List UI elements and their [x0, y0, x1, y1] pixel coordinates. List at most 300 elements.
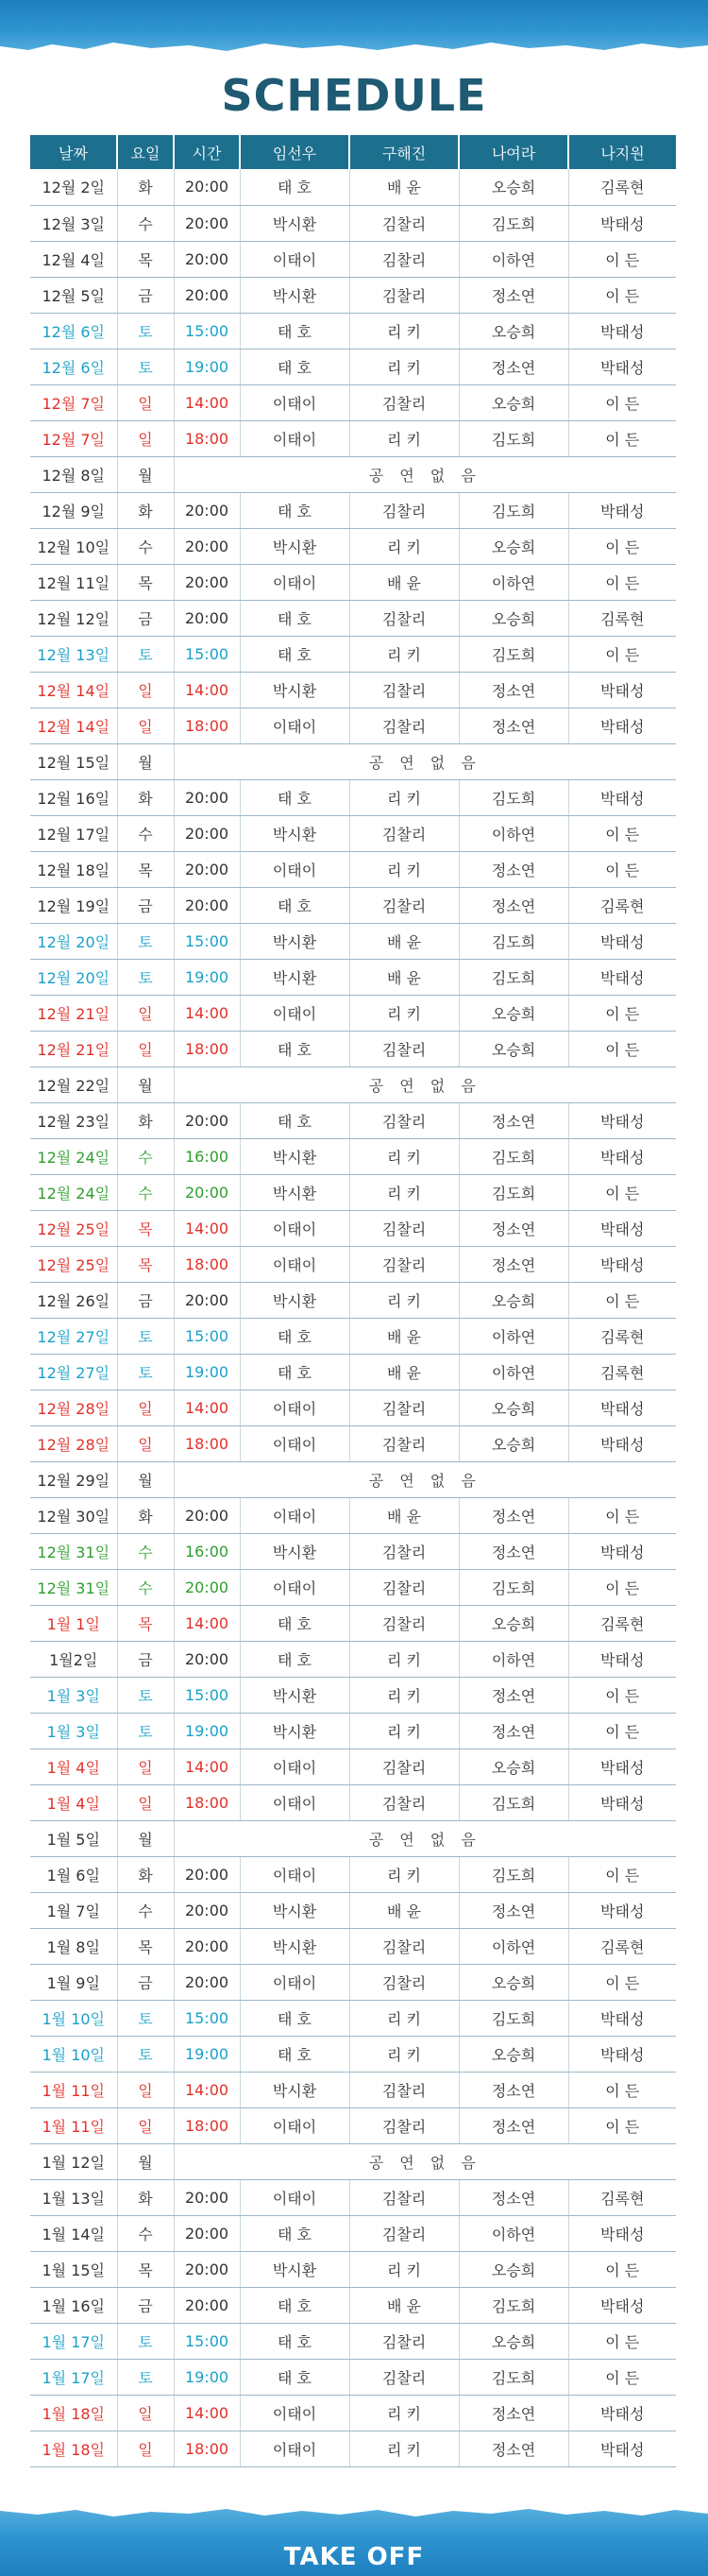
cast-cell-role-2: 김찰리	[349, 1425, 459, 1461]
time-cell: 20:00	[174, 2215, 240, 2251]
day-cell: 일	[117, 2107, 174, 2143]
cast-cell-role-3: 김도희	[459, 923, 568, 959]
cast-cell-role-4: 이 든	[568, 2359, 676, 2395]
time-cell: 20:00	[174, 1856, 240, 1892]
cast-cell-role-3: 이하연	[459, 1928, 568, 1964]
no-show-row	[30, 1461, 676, 1497]
day-cell: 토	[117, 2000, 174, 2036]
cast-cell-role-1: 태 호	[240, 1031, 349, 1066]
date-cell: 1월 11일	[30, 2107, 117, 2143]
no-show-cell: 공 연 없 음	[174, 1066, 676, 1102]
cast-cell-role-1: 태 호	[240, 1354, 349, 1390]
day-cell: 목	[117, 2251, 174, 2287]
table-row	[30, 2000, 676, 2036]
cast-cell-role-3: 오승희	[459, 169, 568, 205]
table-row	[30, 2107, 676, 2143]
cast-cell-role-4: 박태성	[568, 672, 676, 708]
cast-cell-role-3: 오승희	[459, 600, 568, 636]
cast-cell-role-2: 배 윤	[349, 169, 459, 205]
day-cell: 일	[117, 384, 174, 420]
date-cell: 12월 3일	[30, 205, 117, 241]
cast-cell-role-1: 태 호	[240, 492, 349, 528]
cast-cell-role-2: 리 키	[349, 779, 459, 815]
cast-cell-role-3: 김도희	[459, 2287, 568, 2323]
day-cell: 일	[117, 1031, 174, 1066]
cast-cell-role-1: 박시환	[240, 1282, 349, 1318]
cast-cell-role-2: 리 키	[349, 1138, 459, 1174]
cast-cell-role-1: 박시환	[240, 2072, 349, 2107]
cast-cell-role-3: 정소연	[459, 2395, 568, 2431]
cast-cell-role-2: 김찰리	[349, 1210, 459, 1246]
cast-cell-role-4: 이 든	[568, 277, 676, 313]
table-row	[30, 1856, 676, 1892]
cast-cell-role-3: 이하연	[459, 241, 568, 277]
date-cell: 12월 7일	[30, 384, 117, 420]
table-row	[30, 1928, 676, 1964]
column-header-role-3: 나여라	[459, 135, 568, 169]
cast-cell-role-2: 김찰리	[349, 815, 459, 851]
cast-cell-role-1: 박시환	[240, 672, 349, 708]
cast-cell-role-3: 이하연	[459, 1354, 568, 1390]
time-cell: 20:00	[174, 564, 240, 600]
torn-edge-top	[0, 37, 708, 57]
cast-cell-role-3: 김도희	[459, 959, 568, 995]
date-cell: 12월 17일	[30, 815, 117, 851]
cast-cell-role-2: 배 윤	[349, 564, 459, 600]
cast-cell-role-3: 김도희	[459, 1856, 568, 1892]
cast-cell-role-4: 이 든	[568, 1497, 676, 1533]
time-cell: 18:00	[174, 708, 240, 743]
table-row	[30, 959, 676, 995]
cast-cell-role-1: 이태이	[240, 708, 349, 743]
time-cell: 18:00	[174, 1784, 240, 1820]
date-cell: 12월 29일	[30, 1461, 117, 1497]
table-row	[30, 851, 676, 887]
time-cell: 20:00	[174, 1174, 240, 1210]
cast-cell-role-3: 정소연	[459, 1713, 568, 1749]
table-row	[30, 1784, 676, 1820]
cast-cell-role-4: 이 든	[568, 995, 676, 1031]
day-cell: 목	[117, 1928, 174, 1964]
date-cell: 12월 31일	[30, 1569, 117, 1605]
table-row	[30, 1892, 676, 1928]
cast-cell-role-2: 리 키	[349, 2000, 459, 2036]
table-row	[30, 2072, 676, 2107]
date-cell: 12월 18일	[30, 851, 117, 887]
cast-cell-role-3: 정소연	[459, 887, 568, 923]
table-row	[30, 2251, 676, 2287]
table-row	[30, 1210, 676, 1246]
cast-cell-role-3: 김도희	[459, 1174, 568, 1210]
cast-cell-role-3: 정소연	[459, 1246, 568, 1282]
cast-cell-role-1: 태 호	[240, 2215, 349, 2251]
date-cell: 1월 7일	[30, 1892, 117, 1928]
cast-cell-role-2: 김찰리	[349, 241, 459, 277]
time-cell: 19:00	[174, 2036, 240, 2072]
cast-cell-role-2: 배 윤	[349, 1318, 459, 1354]
date-cell: 12월 14일	[30, 672, 117, 708]
time-cell: 15:00	[174, 2000, 240, 2036]
date-cell: 1월 9일	[30, 1964, 117, 2000]
cast-cell-role-2: 배 윤	[349, 959, 459, 995]
date-cell: 1월 15일	[30, 2251, 117, 2287]
day-cell: 수	[117, 2215, 174, 2251]
cast-cell-role-4: 이 든	[568, 815, 676, 851]
cast-cell-role-3: 오승희	[459, 1390, 568, 1425]
cast-cell-role-3: 오승희	[459, 2251, 568, 2287]
time-cell: 14:00	[174, 2072, 240, 2107]
cast-cell-role-3: 오승희	[459, 528, 568, 564]
day-cell: 화	[117, 1102, 174, 1138]
date-cell: 1월 13일	[30, 2179, 117, 2215]
table-row	[30, 1713, 676, 1749]
cast-cell-role-1: 이태이	[240, 1784, 349, 1820]
day-cell: 목	[117, 1246, 174, 1282]
cast-cell-role-1: 이태이	[240, 241, 349, 277]
time-cell: 20:00	[174, 2251, 240, 2287]
cast-cell-role-3: 오승희	[459, 1605, 568, 1641]
day-cell: 수	[117, 205, 174, 241]
day-cell: 목	[117, 1210, 174, 1246]
day-cell: 수	[117, 528, 174, 564]
cast-cell-role-2: 김찰리	[349, 1102, 459, 1138]
cast-cell-role-4: 김록현	[568, 1928, 676, 1964]
cast-cell-role-1: 이태이	[240, 1497, 349, 1533]
cast-cell-role-3: 오승희	[459, 1425, 568, 1461]
date-cell: 12월 26일	[30, 1282, 117, 1318]
cast-cell-role-2: 김찰리	[349, 672, 459, 708]
day-cell: 화	[117, 2179, 174, 2215]
cast-cell-role-3: 김도희	[459, 205, 568, 241]
date-cell: 1월 17일	[30, 2323, 117, 2359]
no-show-row	[30, 743, 676, 779]
date-cell: 12월 6일	[30, 349, 117, 384]
day-cell: 토	[117, 313, 174, 349]
cast-cell-role-3: 정소연	[459, 2179, 568, 2215]
cast-cell-role-2: 리 키	[349, 2431, 459, 2466]
cast-cell-role-1: 박시환	[240, 2251, 349, 2287]
day-cell: 월	[117, 1066, 174, 1102]
date-cell: 12월 6일	[30, 313, 117, 349]
day-cell: 월	[117, 1820, 174, 1856]
cast-cell-role-1: 이태이	[240, 1749, 349, 1784]
date-cell: 12월 30일	[30, 1497, 117, 1533]
cast-cell-role-3: 오승희	[459, 1031, 568, 1066]
column-header-time: 시간	[174, 135, 240, 169]
no-show-cell: 공 연 없 음	[174, 1820, 676, 1856]
date-cell: 1월 18일	[30, 2431, 117, 2466]
cast-cell-role-4: 박태성	[568, 1425, 676, 1461]
date-cell: 12월 24일	[30, 1174, 117, 1210]
day-cell: 토	[117, 636, 174, 672]
day-cell: 금	[117, 2287, 174, 2323]
cast-cell-role-2: 배 윤	[349, 2287, 459, 2323]
table-row	[30, 564, 676, 600]
cast-cell-role-4: 박태성	[568, 1749, 676, 1784]
cast-cell-role-2: 김찰리	[349, 1533, 459, 1569]
cast-cell-role-3: 김도희	[459, 779, 568, 815]
date-cell: 1월 1일	[30, 1605, 117, 1641]
cast-cell-role-3: 정소연	[459, 349, 568, 384]
cast-cell-role-3: 김도희	[459, 636, 568, 672]
cast-cell-role-2: 리 키	[349, 2395, 459, 2431]
cast-cell-role-2: 김찰리	[349, 600, 459, 636]
table-row	[30, 2359, 676, 2395]
cast-cell-role-2: 리 키	[349, 420, 459, 456]
cast-cell-role-3: 김도희	[459, 1138, 568, 1174]
cast-cell-role-4: 박태성	[568, 2000, 676, 2036]
table-row	[30, 2036, 676, 2072]
table-row	[30, 672, 676, 708]
cast-cell-role-2: 리 키	[349, 528, 459, 564]
day-cell: 수	[117, 1533, 174, 1569]
table-row	[30, 349, 676, 384]
no-show-row	[30, 456, 676, 492]
date-cell: 1월 8일	[30, 1928, 117, 1964]
day-cell: 목	[117, 564, 174, 600]
cast-cell-role-1: 태 호	[240, 313, 349, 349]
cast-cell-role-1: 박시환	[240, 1174, 349, 1210]
day-cell: 토	[117, 1713, 174, 1749]
cast-cell-role-1: 태 호	[240, 2036, 349, 2072]
day-cell: 목	[117, 851, 174, 887]
cast-cell-role-4: 박태성	[568, 1533, 676, 1569]
time-cell: 16:00	[174, 1533, 240, 1569]
column-header-role-1: 임선우	[240, 135, 349, 169]
day-cell: 수	[117, 1569, 174, 1605]
date-cell: 1월 17일	[30, 2359, 117, 2395]
day-cell: 토	[117, 1677, 174, 1713]
cast-cell-role-2: 김찰리	[349, 205, 459, 241]
table-row	[30, 708, 676, 743]
cast-cell-role-1: 이태이	[240, 1246, 349, 1282]
date-cell: 1월 4일	[30, 1784, 117, 1820]
time-cell: 18:00	[174, 1031, 240, 1066]
time-cell: 20:00	[174, 1641, 240, 1677]
date-cell: 12월 21일	[30, 995, 117, 1031]
cast-cell-role-2: 김찰리	[349, 887, 459, 923]
table-row	[30, 2395, 676, 2431]
day-cell: 일	[117, 1784, 174, 1820]
table-row	[30, 995, 676, 1031]
time-cell: 20:00	[174, 600, 240, 636]
cast-cell-role-2: 김찰리	[349, 384, 459, 420]
day-cell: 목	[117, 1605, 174, 1641]
column-header-role-4: 나지원	[568, 135, 676, 169]
cast-cell-role-2: 김찰리	[349, 1964, 459, 2000]
cast-cell-role-4: 이 든	[568, 384, 676, 420]
time-cell: 19:00	[174, 2359, 240, 2395]
cast-cell-role-3: 오승희	[459, 1964, 568, 2000]
cast-cell-role-4: 김록현	[568, 600, 676, 636]
cast-cell-role-1: 태 호	[240, 600, 349, 636]
day-cell: 화	[117, 779, 174, 815]
cast-cell-role-1: 이태이	[240, 2431, 349, 2466]
table-row	[30, 1749, 676, 1784]
day-cell: 토	[117, 2359, 174, 2395]
day-cell: 수	[117, 815, 174, 851]
cast-cell-role-2: 배 윤	[349, 1354, 459, 1390]
cast-cell-role-2: 김찰리	[349, 1749, 459, 1784]
cast-cell-role-1: 태 호	[240, 2000, 349, 2036]
time-cell: 15:00	[174, 923, 240, 959]
time-cell: 20:00	[174, 1497, 240, 1533]
date-cell: 12월 28일	[30, 1425, 117, 1461]
day-cell: 목	[117, 241, 174, 277]
cast-cell-role-2: 김찰리	[349, 1246, 459, 1282]
table-row	[30, 1138, 676, 1174]
cast-cell-role-4: 박태성	[568, 779, 676, 815]
day-cell: 금	[117, 887, 174, 923]
day-cell: 토	[117, 959, 174, 995]
day-cell: 일	[117, 2431, 174, 2466]
cast-cell-role-1: 태 호	[240, 169, 349, 205]
cast-cell-role-2: 리 키	[349, 1641, 459, 1677]
day-cell: 금	[117, 1282, 174, 1318]
cast-cell-role-1: 이태이	[240, 1210, 349, 1246]
time-cell: 15:00	[174, 313, 240, 349]
time-cell: 18:00	[174, 420, 240, 456]
cast-cell-role-4: 박태성	[568, 349, 676, 384]
cast-cell-role-4: 이 든	[568, 1713, 676, 1749]
time-cell: 20:00	[174, 779, 240, 815]
cast-cell-role-4: 박태성	[568, 923, 676, 959]
table-row	[30, 169, 676, 205]
date-cell: 12월 28일	[30, 1390, 117, 1425]
column-header-day: 요일	[117, 135, 174, 169]
cast-cell-role-2: 김찰리	[349, 2323, 459, 2359]
cast-cell-role-2: 김찰리	[349, 277, 459, 313]
cast-cell-role-3: 정소연	[459, 277, 568, 313]
cast-cell-role-4: 이 든	[568, 636, 676, 672]
table-row	[30, 2215, 676, 2251]
cast-cell-role-2: 리 키	[349, 1713, 459, 1749]
cast-cell-role-3: 정소연	[459, 2072, 568, 2107]
cast-cell-role-1: 박시환	[240, 1533, 349, 1569]
time-cell: 20:00	[174, 851, 240, 887]
cast-cell-role-4: 이 든	[568, 851, 676, 887]
table-row	[30, 492, 676, 528]
cast-cell-role-4: 박태성	[568, 1246, 676, 1282]
top-banner	[0, 0, 708, 57]
day-cell: 일	[117, 1390, 174, 1425]
cast-cell-role-1: 태 호	[240, 2359, 349, 2395]
date-cell: 12월 16일	[30, 779, 117, 815]
date-cell: 1월 3일	[30, 1713, 117, 1749]
cast-cell-role-4: 김록현	[568, 2179, 676, 2215]
cast-cell-role-2: 김찰리	[349, 1605, 459, 1641]
no-show-cell: 공 연 없 음	[174, 456, 676, 492]
cast-cell-role-1: 박시환	[240, 815, 349, 851]
no-show-row	[30, 2143, 676, 2179]
cast-cell-role-4: 박태성	[568, 2215, 676, 2251]
time-cell: 20:00	[174, 1964, 240, 2000]
cast-cell-role-1: 이태이	[240, 995, 349, 1031]
day-cell: 금	[117, 600, 174, 636]
cast-cell-role-1: 태 호	[240, 1318, 349, 1354]
table-row	[30, 205, 676, 241]
time-cell: 14:00	[174, 2395, 240, 2431]
cast-cell-role-4: 박태성	[568, 1390, 676, 1425]
table-row	[30, 1425, 676, 1461]
cast-cell-role-1: 태 호	[240, 2323, 349, 2359]
time-cell: 16:00	[174, 1138, 240, 1174]
cast-cell-role-4: 박태성	[568, 2395, 676, 2431]
schedule-table	[30, 135, 676, 2467]
cast-cell-role-2: 리 키	[349, 851, 459, 887]
time-cell: 20:00	[174, 1892, 240, 1928]
cast-cell-role-3: 정소연	[459, 1533, 568, 1569]
day-cell: 일	[117, 995, 174, 1031]
time-cell: 14:00	[174, 995, 240, 1031]
table-row	[30, 1102, 676, 1138]
date-cell: 1월 10일	[30, 2000, 117, 2036]
time-cell: 20:00	[174, 815, 240, 851]
date-cell: 12월 31일	[30, 1533, 117, 1569]
cast-cell-role-2: 배 윤	[349, 1497, 459, 1533]
day-cell: 금	[117, 1964, 174, 2000]
cast-cell-role-4: 박태성	[568, 708, 676, 743]
cast-cell-role-2: 리 키	[349, 1856, 459, 1892]
time-cell: 20:00	[174, 528, 240, 564]
page-title: SCHEDULE	[221, 70, 487, 121]
cast-cell-role-2: 김찰리	[349, 2107, 459, 2143]
day-cell: 수	[117, 1138, 174, 1174]
cast-cell-role-4: 이 든	[568, 1174, 676, 1210]
date-cell: 12월 24일	[30, 1138, 117, 1174]
cast-cell-role-1: 이태이	[240, 420, 349, 456]
cast-cell-role-1: 이태이	[240, 1569, 349, 1605]
cast-cell-role-1: 태 호	[240, 779, 349, 815]
time-cell: 15:00	[174, 2323, 240, 2359]
cast-cell-role-3: 오승희	[459, 2036, 568, 2072]
day-cell: 월	[117, 456, 174, 492]
date-cell: 12월 5일	[30, 277, 117, 313]
time-cell: 14:00	[174, 1390, 240, 1425]
cast-cell-role-3: 김도희	[459, 492, 568, 528]
cast-cell-role-3: 정소연	[459, 2431, 568, 2466]
time-cell: 18:00	[174, 2107, 240, 2143]
cast-cell-role-4: 이 든	[568, 1964, 676, 2000]
cast-cell-role-3: 오승희	[459, 313, 568, 349]
cast-cell-role-4: 김록현	[568, 169, 676, 205]
table-row	[30, 636, 676, 672]
day-cell: 토	[117, 2323, 174, 2359]
cast-cell-role-3: 이하연	[459, 815, 568, 851]
cast-cell-role-1: 이태이	[240, 1856, 349, 1892]
column-header-role-2: 구해진	[349, 135, 459, 169]
cast-cell-role-2: 김찰리	[349, 2359, 459, 2395]
date-cell: 1월2일	[30, 1641, 117, 1677]
date-cell: 12월 15일	[30, 743, 117, 779]
cast-cell-role-4: 박태성	[568, 1102, 676, 1138]
cast-cell-role-4: 이 든	[568, 2323, 676, 2359]
table-row	[30, 1677, 676, 1713]
cast-cell-role-1: 이태이	[240, 384, 349, 420]
cast-cell-role-1: 태 호	[240, 636, 349, 672]
cast-cell-role-4: 박태성	[568, 2287, 676, 2323]
day-cell: 일	[117, 420, 174, 456]
cast-cell-role-3: 정소연	[459, 1497, 568, 1533]
day-cell: 토	[117, 349, 174, 384]
date-cell: 12월 11일	[30, 564, 117, 600]
table-row	[30, 1318, 676, 1354]
date-cell: 1월 16일	[30, 2287, 117, 2323]
cast-cell-role-1: 박시환	[240, 1138, 349, 1174]
cast-cell-role-3: 오승희	[459, 995, 568, 1031]
date-cell: 1월 5일	[30, 1820, 117, 1856]
day-cell: 화	[117, 492, 174, 528]
